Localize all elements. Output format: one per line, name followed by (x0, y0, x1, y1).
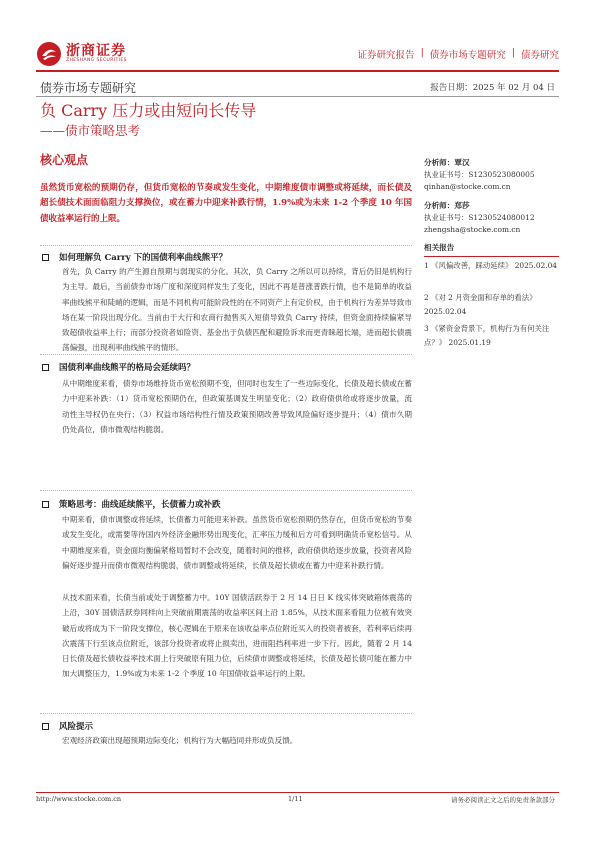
page-title: 负 Carry 压力或由短向长传导 (40, 101, 257, 120)
logo-mark-icon (36, 41, 62, 67)
section-heading-text: 国债利率曲线熊平的格局会延续吗？ (59, 363, 196, 373)
core-view-heading: 核心观点 (40, 153, 89, 167)
analyst-email[interactable]: qinhan@stocke.com.cn (424, 182, 511, 191)
related-report-item[interactable]: 2 《对 2 月资金面和存单的看法》 2025.02.04 (424, 293, 537, 316)
section-paragraph: 从中期维度来看，债券市场维持货币宽松预期不变，但同时也发生了一些边际变化，长债及超长债或在蓄力中迎来补跌：（1）货币宽松预期仍在，但政策基调发生明显变化；（2）政府债供给或将逐步放量，流动性主导权仍在央行；（3）权益市场结构性行情及政策预期改善导致风险偏好逐步提升；（4）债市久期仍处高位，债市微观结构脆弱。 (62, 379, 412, 434)
report-type: 债券市场专题研究 (40, 81, 137, 95)
checkbox-square-icon (42, 723, 49, 730)
related-report-item[interactable]: 1 《风偏改善，踩动延续》 2025.02.04 (424, 261, 558, 270)
analyst-email[interactable]: zhengsha@stocke.com.cn (424, 225, 521, 234)
section-divider (40, 245, 412, 246)
section-heading (40, 251, 412, 263)
subheader-rule (36, 96, 559, 97)
analyst-name: 分析师：郑莎 (424, 201, 470, 210)
section-heading (40, 361, 412, 373)
page-subtitle: ——债市策略思考 (40, 123, 141, 138)
related-reports-heading-text: 相关报告 (424, 243, 455, 252)
report-date: 报告日期：2025 年 02 月 04 日 (430, 83, 555, 93)
section-paragraph: 中期来看，债市调整或将延续，长债蓄力可能迎来补跌。虽然货币宽松预期仍然存在，但货币宽松的节奏或发生变化，或需要等待国内外经济金融形势出现变化，汇率压力缓和后方可看到明确货币宽松信号。从中期维度来看，资金面均衡偏紧格局暂时不会改变，随着时间的推移，政府债供给逐步放量，投资者风险偏好逐步提升而债市微观结构脆弱，债市调整或将延续，长债及超长债或在蓄力中迎来补跌行情。 (62, 515, 412, 570)
logo-name-cn: 浙商证券 (66, 43, 126, 59)
footer-disclaimer: 请务必阅读正文之后的免责条款部分 (451, 796, 555, 804)
section-divider (40, 713, 412, 714)
core-view-text: 虽然货币宽松的预期仍存，但货币宽松的节奏或发生变化，中期维度债市调整或将延续，而长债及超长债技术面面临阻力支撑换位，或在蓄力中迎来补跌行情，1.9%或为未来 1-2 个季度 10 年国债收益率运行的上限。 (40, 183, 412, 224)
section-heading-text: 如何理解负 Carry 下的国债利率曲线熊平？ (59, 253, 228, 263)
analyst-name: 分析师：覃汉 (424, 158, 470, 167)
section-heading (40, 720, 412, 732)
analyst-block (424, 200, 559, 236)
related-reports-heading (424, 242, 559, 254)
company-logo (36, 40, 127, 68)
analyst-cert: 执业证书号：S1230523080005 (424, 170, 535, 179)
nav-item-bond-research: 债券研究 (520, 50, 559, 61)
checkbox-square-icon (42, 501, 49, 508)
related-reports-rule (424, 256, 559, 257)
page-number: 1/11 (288, 795, 303, 803)
section-heading (40, 498, 412, 510)
footer-rule (36, 792, 559, 793)
checkbox-square-icon (42, 364, 49, 371)
section-heading-text: 策略思考：曲线延续熊平，长债蓄力或补跌 (59, 500, 221, 510)
analyst-block (424, 157, 559, 193)
checkbox-square-icon (42, 254, 49, 261)
related-report-item[interactable]: 3 《紧资金背景下，机构行为有何关注点？》 2025.01.19 (424, 324, 550, 347)
top-nav: 证券研究报告 | 债券市场专题研究 | 债券研究 (357, 47, 559, 61)
section-divider (40, 490, 412, 491)
section-heading-text: 风险提示 (59, 722, 94, 732)
footer-url[interactable]: http://www.stocke.com.cn (36, 795, 122, 803)
section-paragraph: 宏观经济政策出现超预期边际变化；机构行为大幅趋同并形成负反馈。 (62, 736, 298, 745)
nav-item-bond-topic: 债券市场专题研究 (429, 50, 506, 61)
analyst-cert: 执业证书号：S1230524080012 (424, 213, 535, 222)
section-divider (40, 354, 412, 355)
header-rule (36, 70, 559, 72)
nav-item-research-report: 证券研究报告 (357, 50, 415, 61)
section-paragraph: 从技术面来看，长债当前或处于调整蓄力中。10Y 国债活跃券于 2 月 14 日日 K 线实体突破箱体震荡的上沿，30Y 国债活跃券同样向上突破前期震荡的收益率区间上沿 1.85%，从技术面来看阻力位被有效突破后或将成为下一阶段支撑位，核心逻辑在于原来在该收益率点位附近买入的投资者被套，若利率后续再次震荡下行至该点位附近，该部分投资者或将止损卖出，进而阻挡利率进一步下行。因此，随着 2 月 14 日长债及超长债收益率技术面上行突破原有阻力位，后续债市调整或将延续，长债及超长债可能在蓄力中加大调整压力，1.9%或为未来 1-2 个季度 10 年国债收益率运行的上限。 (62, 593, 412, 679)
logo-name-en: ZHESHANG SECURITIES (66, 58, 127, 63)
section-paragraph: 首先，负 Carry 的产生源自预期与弱现实的分化。其次，负 Carry 之所以可以持续，背后仍旧是机构行为主导。最后，当前债券市场广度和深度同样发生了变化，因此不再是普涨普跌行情，也不是简单的收益率曲线熊平和陡峭的逻辑，而是不同机构可能阶段性的在不同资产上有定价权，由于机构行为差异导致市场在某一阶段出现分化。当前由于大行和农商行抛售买入短债导致负 Carry 持续，但资金面持续偏紧导致超债收益率上行；而部分投资者如险资、基金出于负债匹配和避险诉求而更青睐超长端，进而超长债震荡偏强，出现利率曲线熊平的情形。 (62, 267, 412, 353)
